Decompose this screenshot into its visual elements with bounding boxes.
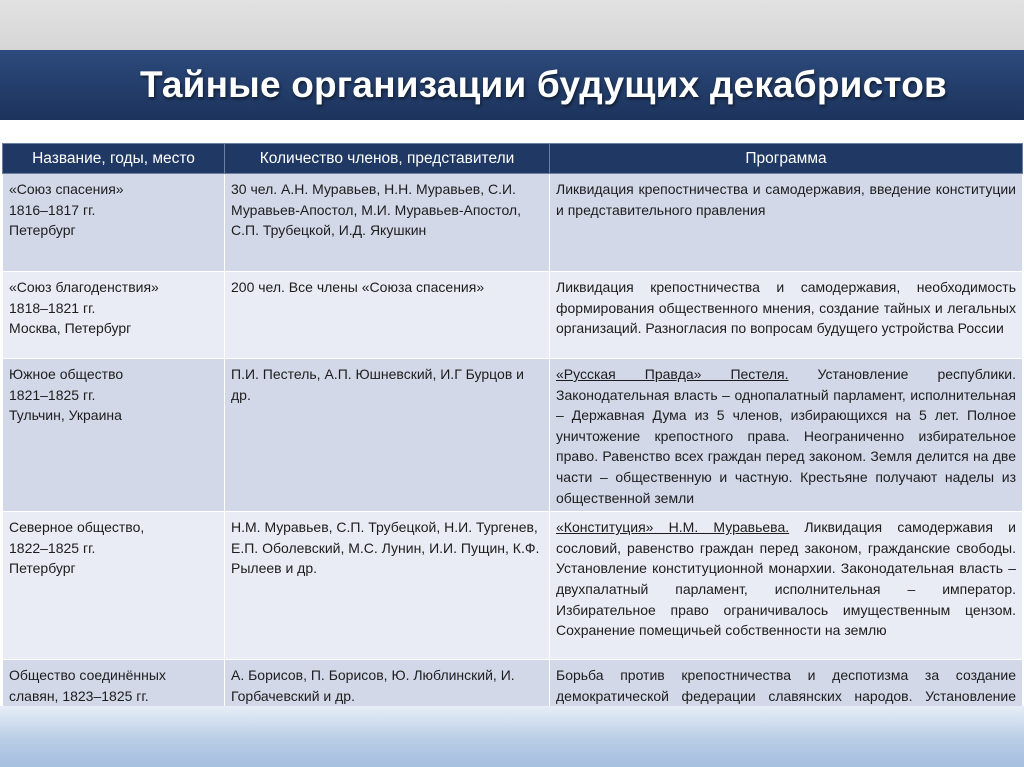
org-name: Северное общество, <box>9 519 145 536</box>
org-years: 1818–1821 гг. <box>9 299 96 316</box>
program-text: Ликвидация крепостничества и самодержавия, введение конституции и представительного правления <box>556 181 1016 218</box>
table-header-row <box>3 144 1023 174</box>
cell-program <box>550 272 1023 359</box>
program-text: Ликвидация самодержавия и сословий, равенство граждан перед законом, гражданские свободы. Установление конституционной монархии. Законодательная власть – двухпалатный парламент, исполнительная – император. Избирательное право ограничивалось имущественным цензом. Сохранение помещичьей собственности на землю <box>556 519 1016 639</box>
title-bar <box>0 50 1024 120</box>
cell-program <box>550 174 1023 272</box>
program-text: Ликвидация крепостничества и самодержавия, необходимость формирования общественного мнения, создание тайных и легальных организаций. Разногласия по вопросам будущего устройства России <box>556 279 1016 337</box>
program-document-title: «Конституция» Н.М. Муравьева. <box>556 519 790 536</box>
cell-program <box>550 359 1023 512</box>
org-years: 1816–1817 гг. <box>9 201 96 218</box>
decembrist-table <box>2 143 1023 752</box>
table-row <box>3 272 1023 359</box>
cell-name <box>3 359 225 512</box>
org-years: 1822–1825 гг. <box>9 539 96 556</box>
cell-members: А. Борисов, П. Борисов, Ю. Люблинский, И. Горбачевский и др. <box>225 660 550 751</box>
table-row <box>3 174 1023 272</box>
header-members: Количество членов, представители <box>225 144 550 174</box>
bottom-gradient-band <box>0 706 1024 767</box>
top-band <box>0 0 1024 50</box>
header-program: Программа <box>550 144 1023 174</box>
cell-members: 200 чел. Все члены «Союза спасения» <box>225 272 550 359</box>
org-name: «Союз спасения» <box>9 181 124 197</box>
org-place: Москва, Петербург <box>9 320 132 337</box>
table-row <box>3 512 1023 660</box>
program-text: Установление республики. Законодательная власть – однопалатный парламент, исполнительная – Державная Дума из 5 членов, избирающихся на 5 лет. Полное уничтожение крепостного права. Неограниченно избирательное право. Равенство всех граждан перед законом. Земля делится на две части – общественную и частную. Крестьяне получают наделы из общественной земли <box>556 366 1016 506</box>
header-name: Название, годы, место <box>3 144 225 174</box>
cell-members: П.И. Пестель, А.П. Юшневский, И.Г Бурцов и др. <box>225 359 550 512</box>
org-place: Петербург <box>9 560 76 577</box>
org-years: 1821–1825 гг. <box>9 386 96 403</box>
cell-name <box>3 272 225 359</box>
slide-title: Тайные организации будущих декабристов <box>140 64 947 105</box>
org-years: славян, 1823–1825 гг. <box>9 687 149 704</box>
table-container <box>2 143 1022 752</box>
table-row <box>3 359 1023 512</box>
org-name: Общество соединённых <box>9 667 166 684</box>
cell-name <box>3 512 225 660</box>
org-name: Южное общество <box>9 366 124 382</box>
org-place: Петербург <box>9 222 76 239</box>
program-document-title: «Русская Правда» Пестеля. <box>556 366 789 382</box>
program-text: Борьба против крепостничества и деспотизма за создание демократической федерации славянских народов. Установление <box>556 667 1016 704</box>
org-place: Тульчин, Украина <box>9 407 122 424</box>
cell-name <box>3 174 225 272</box>
org-name: «Союз благоденствия» <box>9 279 159 295</box>
cell-program <box>550 512 1023 660</box>
cell-members: 30 чел. А.Н. Муравьев, Н.Н. Муравьев, С.И. Муравьев-Апостол, М.И. Муравьев-Апостол, С.П. Трубецкой, И.Д. Якушкин <box>225 174 550 272</box>
cell-members: Н.М. Муравьев, С.П. Трубецкой, Н.И. Тургенев, Е.П. Оболевский, М.С. Лунин, И.И. Пущин, К.Ф. Рылеев и др. <box>225 512 550 660</box>
